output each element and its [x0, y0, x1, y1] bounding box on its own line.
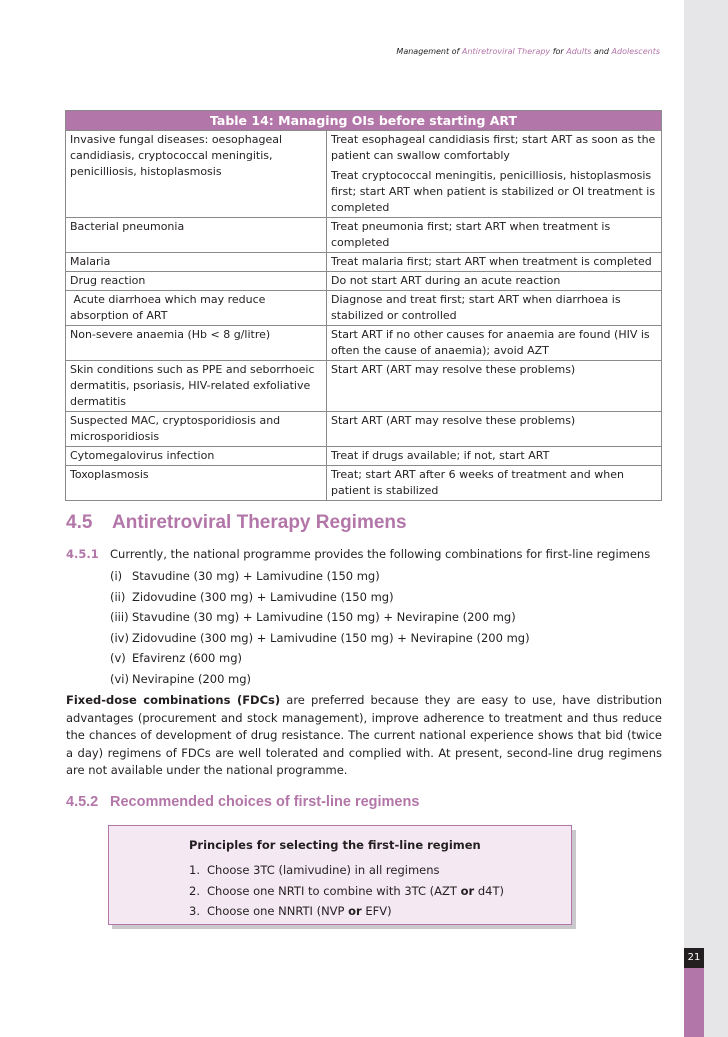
page-sidebar	[684, 0, 728, 1037]
condition-cell: Acute diarrhoea which may reduce absorption of ART	[66, 291, 327, 326]
list-item	[110, 671, 530, 692]
running-header-and: and	[591, 47, 612, 56]
running-header-adults: Adults	[566, 47, 592, 56]
action-cell: Diagnose and treat first; start ART when diarrhoea is stabilized or controlled	[327, 291, 662, 326]
sidebar-accent-strip	[684, 968, 704, 1037]
list-item	[110, 630, 530, 651]
subsection-number: 4.5.2	[66, 794, 99, 810]
action-cell: Treat pneumonia first; start ART when treatment is completed	[327, 218, 662, 253]
fdc-paragraph-text: are preferred because they are easy to use, have distribution advantages (procurement and stock management), improve adherence to treatment and thus reduce the chances of development of drug resistance. The current national experience shows that bid (twice a day) regimens of FDCs are well tolerated and complied with. At present, second-line drug regimens are not available under the national programme.	[66, 693, 663, 777]
action-line: Treat esophageal candidiasis first; start ART as soon as the patient can swallow comfortably	[331, 133, 656, 162]
table-caption: Table 14: Managing OIs before starting ART	[66, 111, 662, 131]
condition-cell: Non-severe anaemia (Hb < 8 g/litre)	[66, 326, 327, 361]
list-item	[110, 568, 530, 589]
action-cell: Treat; start ART after 6 weeks of treatment and when patient is stabilized	[327, 466, 662, 501]
list-item-number: (iii)	[110, 610, 129, 624]
fdc-paragraph	[66, 692, 662, 780]
table-row	[66, 218, 662, 253]
list-item-text: Zidovudine (300 mg) + Lamivudine (150 mg)	[132, 589, 394, 604]
running-header-adolescents: Adolescents	[611, 47, 660, 56]
principles-box	[108, 825, 572, 925]
running-header-art: Antiretroviral Therapy	[461, 47, 551, 56]
action-cell: Treat if drugs available; if not, start ART	[327, 447, 662, 466]
list-item-number: (i)	[110, 569, 123, 583]
list-item-number: (iv)	[110, 630, 129, 645]
list-item	[110, 589, 530, 610]
table-row	[66, 291, 662, 326]
table-row	[66, 412, 662, 447]
table-row	[66, 466, 662, 501]
table-row	[66, 131, 662, 218]
list-item	[110, 650, 530, 671]
subsection-heading-4-5-2	[66, 794, 419, 810]
list-item	[189, 884, 504, 905]
list-item-number: (vi)	[110, 671, 129, 686]
table-row	[66, 361, 662, 412]
action-cell: Start ART if no other causes for anaemia are found (HIV is often the cause of anaemia); avoid AZT	[327, 326, 662, 361]
list-item	[189, 863, 504, 884]
list-item-number: (v)	[110, 651, 126, 665]
list-item-number: (ii)	[110, 589, 126, 604]
emphasis-or: or	[348, 904, 362, 918]
fdc-term: Fixed-dose combinations (FDCs)	[66, 693, 281, 707]
list-item-text-end: d4T)	[474, 883, 504, 898]
principles-list	[189, 863, 504, 925]
section-title: Antiretroviral Therapy Regimens	[112, 512, 407, 533]
condition-cell: Toxoplasmosis	[66, 466, 327, 501]
list-item-text-end: EFV)	[361, 904, 392, 918]
list-item-text: Stavudine (30 mg) + Lamivudine (150 mg)	[132, 569, 380, 583]
condition-cell: Malaria	[66, 253, 327, 272]
emphasis-or: or	[460, 883, 475, 898]
table-row	[66, 253, 662, 272]
list-item-text: Stavudine (30 mg) + Lamivudine (150 mg) + Nevirapine (200 mg)	[132, 610, 516, 624]
action-cell	[327, 131, 662, 218]
section-number: 4.5	[66, 512, 93, 533]
section-heading-4-5	[66, 512, 407, 534]
action-cell: Treat malaria first; start ART when treatment is completed	[327, 253, 662, 272]
principles-title: Principles for selecting the first-line regimen	[189, 838, 481, 852]
list-item	[189, 904, 504, 925]
list-item-text: Choose one NNRTI (NVP	[207, 904, 349, 918]
list-item-text: Nevirapine (200 mg)	[132, 671, 252, 686]
action-cell: Do not start ART during an acute reaction	[327, 272, 662, 291]
running-header-for: for	[550, 47, 567, 56]
condition-cell: Cytomegalovirus infection	[66, 447, 327, 466]
list-item-text: Choose one NRTI to combine with 3TC (AZT	[207, 883, 461, 898]
list-item-number: 1.	[189, 863, 200, 877]
subsection-intro: Currently, the national programme provides the following combinations for first-line regimens	[110, 547, 651, 561]
list-item-number: 3.	[189, 904, 200, 918]
page-number: 21	[684, 948, 704, 968]
table-row	[66, 447, 662, 466]
condition-cell: Skin conditions such as PPE and seborrhoeic dermatitis, psoriasis, HIV-related exfoliative dermatitis	[66, 361, 327, 412]
action-line: Treat cryptococcal meningitis, penicilliosis, histoplasmosis first; start ART when patient is stabilized or OI treatment is completed	[331, 169, 656, 214]
subsection-title: Recommended choices of first-line regimens	[110, 794, 420, 810]
list-item	[110, 609, 530, 630]
list-item-number: 2.	[189, 883, 200, 898]
action-cell: Start ART (ART may resolve these problems)	[327, 412, 662, 447]
action-cell: Start ART (ART may resolve these problems)	[327, 361, 662, 412]
table-row	[66, 272, 662, 291]
list-item-text: Zidovudine (300 mg) + Lamivudine (150 mg) + Nevirapine (200 mg)	[132, 630, 530, 645]
list-item-text: Choose 3TC (lamivudine) in all regimens	[207, 863, 440, 877]
regimen-list	[110, 568, 530, 691]
condition-cell: Suspected MAC, cryptosporidiosis and microsporidiosis	[66, 412, 327, 447]
table-row	[66, 326, 662, 361]
running-header-text: Management of	[396, 47, 462, 56]
condition-cell: Bacterial pneumonia	[66, 218, 327, 253]
list-item-text: Efavirenz (600 mg)	[132, 651, 242, 665]
oi-management-table	[65, 110, 662, 501]
condition-cell: Drug reaction	[66, 272, 327, 291]
running-header	[380, 47, 660, 56]
subsection-number: 4.5.1	[66, 547, 99, 561]
condition-cell: Invasive fungal diseases: oesophageal candidiasis, cryptococcal meningitis, penicilliosis, histoplasmosis	[66, 131, 327, 218]
